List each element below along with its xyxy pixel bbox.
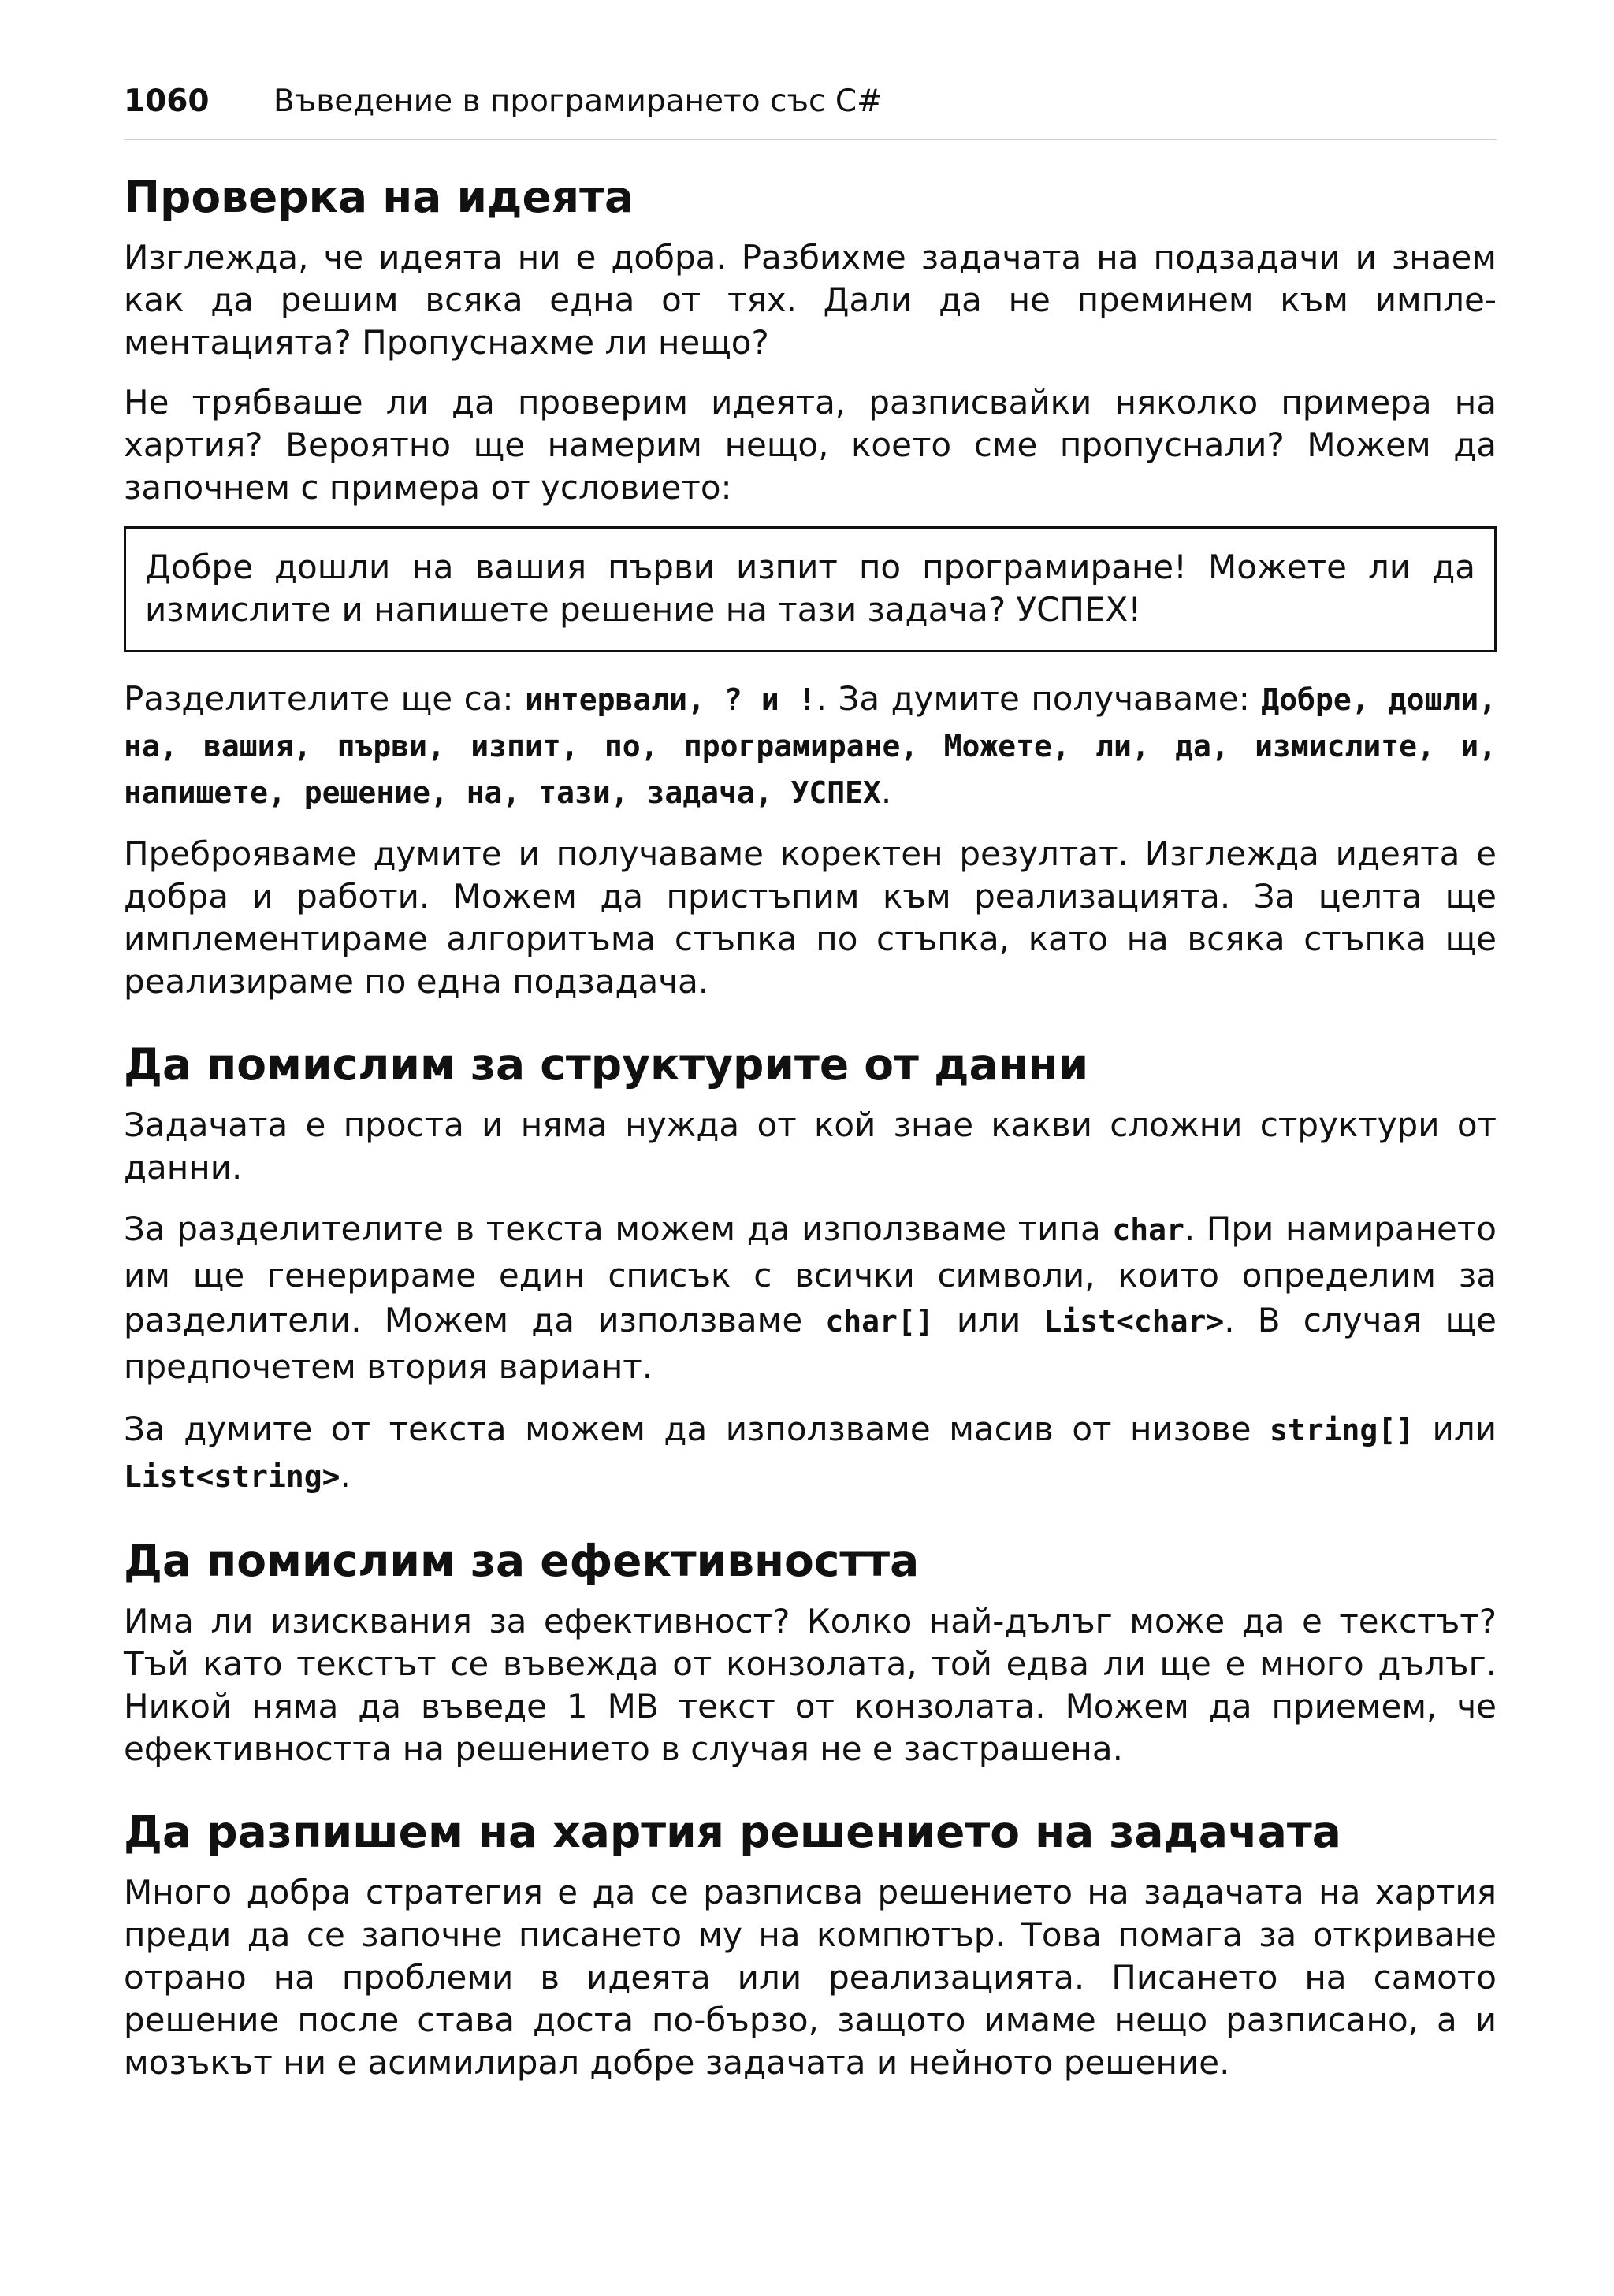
text-span: или — [1414, 1410, 1497, 1448]
spacer — [124, 1788, 1497, 1804]
paragraph-separators — [124, 676, 1497, 815]
paragraph: Изглежда, че идеята ни е добра. Разбихме задачата на подзадачи и знаем как да решим всяка една от тях. Дали да не преминем към имплементацията? Пропуснахме ли нещо? — [124, 238, 1497, 362]
code-list-char: List<char> — [1043, 1304, 1225, 1339]
page-content — [124, 169, 1497, 2101]
text-span: . При намирането им ще генерираме един списък с всички символи, които определим за разделители. Можем да използваме — [124, 1209, 1497, 1339]
code-list-string: List<string> — [124, 1459, 340, 1494]
text-span: или — [933, 1301, 1044, 1339]
text-span: Разделителите ще са: — [124, 679, 526, 718]
paragraph: Преброяваме думите и получаваме коректен резултат. Изглежда идеята е добра и работи. Можем да пристъпим към реализацията. За целта ще имплементираме алгоритъма стъпка по стъпка, като на всяка стъпка ще реализираме по една подзадача. — [124, 834, 1497, 1001]
paragraph-string-type — [124, 1406, 1497, 1499]
code-separators: интервали, ? и ! — [525, 682, 816, 717]
section-heading-paper-solution: Да разпишем на хартия решението на задачата — [124, 1807, 1341, 1857]
code-words: Добре, дошли, на, вашия, първи, изпит, по, програмиране, Можете, ли, да, измислите, и, напишете, решение, на, тази, задача, УСПЕХ — [124, 682, 1497, 810]
running-header — [124, 82, 1497, 140]
text-span: . В случая ще предпочетем втория вариант. — [124, 1301, 1497, 1386]
code-char-array: char[] — [825, 1304, 934, 1339]
text-span: За думите от текста можем да използваме масив от низове — [124, 1410, 1270, 1448]
section-heading-idea-check: Проверка на идеята — [124, 172, 634, 222]
section-heading-efficiency: Да помислим за ефективността — [124, 1536, 920, 1586]
paragraph: Много добра стратегия е да се разписва решението на задачата на хартия преди да се започне писането му на компютър. Това помага за откриване отрано на проблеми в идеята или реализацията. Писането на самото решение после става доста по-бързо, защото имаме нещо разписано, а и мозъкът ни е асимилирал добре задачата и нейното решение. — [124, 1873, 1497, 2082]
paragraph: Задачата е проста и няма нужда от кой знае какви сложни структури от данни. — [124, 1105, 1497, 1187]
spacer — [124, 1517, 1497, 1533]
section-heading-data-structures: Да помислим за структурите от данни — [124, 1039, 1089, 1090]
code-string-array: string[] — [1269, 1413, 1415, 1447]
code-char: char — [1112, 1213, 1184, 1247]
paragraph: Не трябваше ли да проверим идеята, разписвайки няколко примера на хартия? Вероятно ще намерим нещо, което сме пропуснали? Можем да започнем с примера от условието: — [124, 383, 1497, 507]
example-box — [124, 526, 1497, 652]
book-title: Въведение в програмирането със C# — [273, 84, 883, 119]
text-span: . За думите получаваме: — [816, 679, 1262, 718]
text-span: За разделителите в текста можем да използваме типа — [124, 1209, 1113, 1248]
paragraph-char-type — [124, 1206, 1497, 1389]
text-span: . — [340, 1456, 351, 1495]
example-text: Добре дошли на вашия първи изпит по програмиране! Можете ли да измислите и напишете решение на тази задача? УСПЕХ! — [145, 548, 1475, 629]
spacer — [124, 1020, 1497, 1036]
paragraph: Има ли изисквания за ефективност? Колко най-дълъг може да е текстът? Тъй като текстът се въвежда от конзолата, той едва ли ще е много дълъг. Никой няма да въведе 1 MB текст от конзолата. Можем да приемем, че ефективността на решението в случая не е застрашена. — [124, 1602, 1497, 1768]
page-number: 1060 — [124, 84, 210, 119]
text-span: . — [880, 772, 892, 811]
